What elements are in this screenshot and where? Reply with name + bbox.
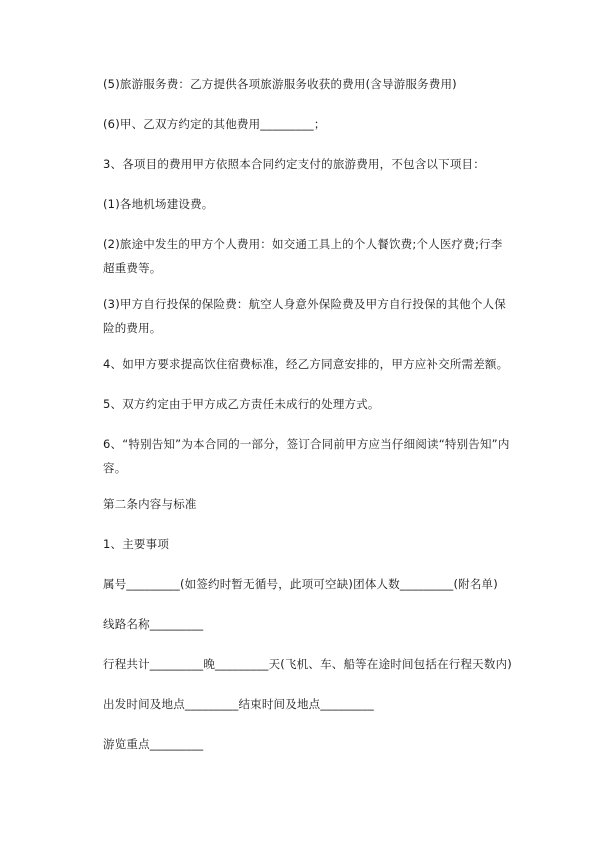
clause-5-cancellation: 5、双方约定由于甲方成乙方责任未成行的处理方式。 [103,397,380,411]
clause-insurance-line1: (3)甲方自行投保的保险费：航空人身意外保险费及甲方自行投保的其他个人保 [103,297,506,311]
clause-4-upgrade: 4、如甲方要求提高饮住宿费标准，经乙方同意安排的，甲方应补交所需差额。 [103,357,509,371]
field-itinerary-duration: 行程共计_________晚_________天(飞机、车、船等在途时间包括在行程天数内) [103,657,512,671]
clause-insurance-line2: 险的费用。 [103,321,162,335]
field-sightseeing-highlights: 游览重点_________ [103,737,204,751]
section-heading-article-2: 第二条内容与标准 [103,497,197,511]
clause-6-notice-line1: 6、“特别告知”为本合同的一部分，签订合同前甲方应当仔细阅读“特别告知”内 [103,437,510,451]
clause-other-fees: (6)甲、乙双方约定的其他费用_________； [103,117,326,131]
clause-3-exclusions: 3、各项目的费用甲方依照本合同约定支付的旅游费用，不包含以下项目： [103,157,485,171]
field-departure-and-end: 出发时间及地点_________结束时间及地点_________ [103,697,374,711]
clause-airport-fee: (1)各地机场建设费。 [103,197,214,211]
clause-tour-service-fee: (5)旅游服务费：乙方提供各项旅游服务收获的费用(含导游服务费用) [103,77,457,91]
clause-personal-expenses-line2: 超重费等。 [103,261,162,275]
field-group-number-and-size: 属号_________(如签约时暂无循号，此项可空缺)团体人数_________(附名单) [103,577,498,591]
clause-personal-expenses-line1: (2)旅途中发生的甲方个人费用：如交通工具上的个人餐饮费;个人医疗费;行李 [103,237,503,251]
field-route-name: 线路名称_________ [103,617,204,631]
subheading-main-items: 1、主要事项 [103,537,170,551]
clause-6-notice-line2: 容。 [103,461,127,475]
